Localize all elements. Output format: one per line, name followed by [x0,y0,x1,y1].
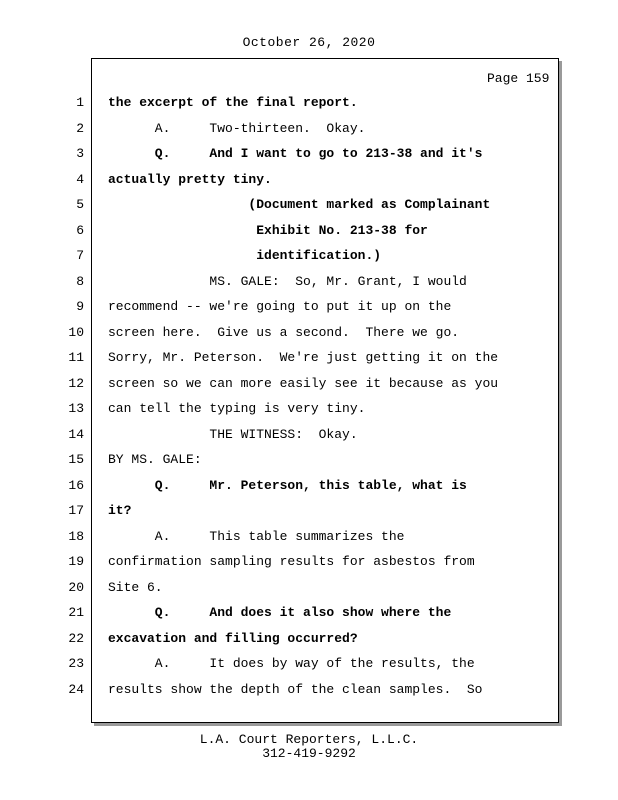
line-number: 23 [68,656,84,671]
line-text: Q. And does it also show where the [108,605,452,620]
line-number: 11 [68,350,84,365]
line-text: the excerpt of the final report. [108,95,358,110]
line-number: 6 [76,222,84,238]
line-number: 5 [76,197,84,212]
transcript-line [0,95,618,121]
line-text: identification.) [108,248,382,263]
line-number: 1 [76,95,84,110]
line-text: can tell the typing is very tiny. [108,401,366,416]
transcript-line [0,605,618,631]
line-number: 10 [68,324,84,340]
transcript-line [0,376,618,402]
line-text: actually pretty tiny. [108,171,272,187]
line-text: Q. And I want to go to 213-38 and it's [108,146,483,161]
transcript-line [0,580,618,606]
footer-phone: 312-419-9292 [262,746,356,761]
transcript-line [0,146,618,172]
line-text: A. Two-thirteen. Okay. [108,120,366,136]
line-text: MS. GALE: So, Mr. Grant, I would [108,273,467,289]
transcript-line [0,299,618,325]
transcript-line [0,554,618,580]
line-text: (Document marked as Complainant [108,197,491,212]
transcript-line [0,478,618,504]
transcript-line [0,274,618,300]
line-text: screen here. Give us a second. There we go. [108,324,460,340]
transcript-line [0,172,618,198]
line-number: 4 [76,171,84,187]
transcript-line [0,427,618,453]
line-text: Exhibit No. 213-38 for [108,222,428,238]
line-text: it? [108,503,132,518]
line-number: 22 [68,630,84,646]
line-number: 8 [76,273,84,289]
line-number: 15 [68,452,84,467]
transcript-line [0,248,618,274]
line-text: results show the depth of the clean samples. So [108,681,483,697]
line-number: 14 [68,426,84,442]
transcript-line [0,529,618,555]
line-number: 12 [68,375,84,391]
transcript-line [0,325,618,351]
line-number: 13 [68,401,84,416]
line-number: 24 [68,681,84,697]
line-number: 19 [68,554,84,569]
line-text: Sorry, Mr. Peterson. We're just getting it on the [108,350,499,365]
line-text: excavation and filling occurred? [108,630,358,646]
transcript-line [0,197,618,223]
line-number: 2 [76,120,84,136]
footer [0,733,618,761]
line-text: screen so we can more easily see it because as you [108,375,499,391]
line-number: 9 [76,299,84,314]
line-text: THE WITNESS: Okay. [108,426,358,442]
line-number: 20 [68,579,84,595]
line-text: Q. Mr. Peterson, this table, what is [108,477,467,493]
line-number: 7 [76,248,84,263]
transcript-line [0,503,618,529]
transcript-line [0,631,618,657]
transcript-line [0,401,618,427]
line-text: confirmation sampling results for asbestos from [108,554,475,569]
line-text: A. It does by way of the results, the [108,656,475,671]
line-text: A. This table summarizes the [108,528,405,544]
line-number: 18 [68,528,84,544]
line-text: recommend -- we're going to put it up on the [108,299,452,314]
footer-company: L.A. Court Reporters, L.L.C. [199,732,419,747]
transcript-line [0,223,618,249]
line-text: BY MS. GALE: [108,452,202,467]
page-number: Page 159 [487,71,550,86]
transcript-line [0,656,618,682]
transcript-line [0,682,618,708]
line-number: 3 [76,146,84,161]
transcript-line [0,121,618,147]
line-number: 21 [68,605,84,620]
line-number: 17 [68,503,84,518]
transcript-line [0,452,618,478]
header-date: October 26, 2020 [242,35,376,50]
line-number: 16 [68,477,84,493]
line-text: Site 6. [108,579,163,595]
transcript-line [0,350,618,376]
